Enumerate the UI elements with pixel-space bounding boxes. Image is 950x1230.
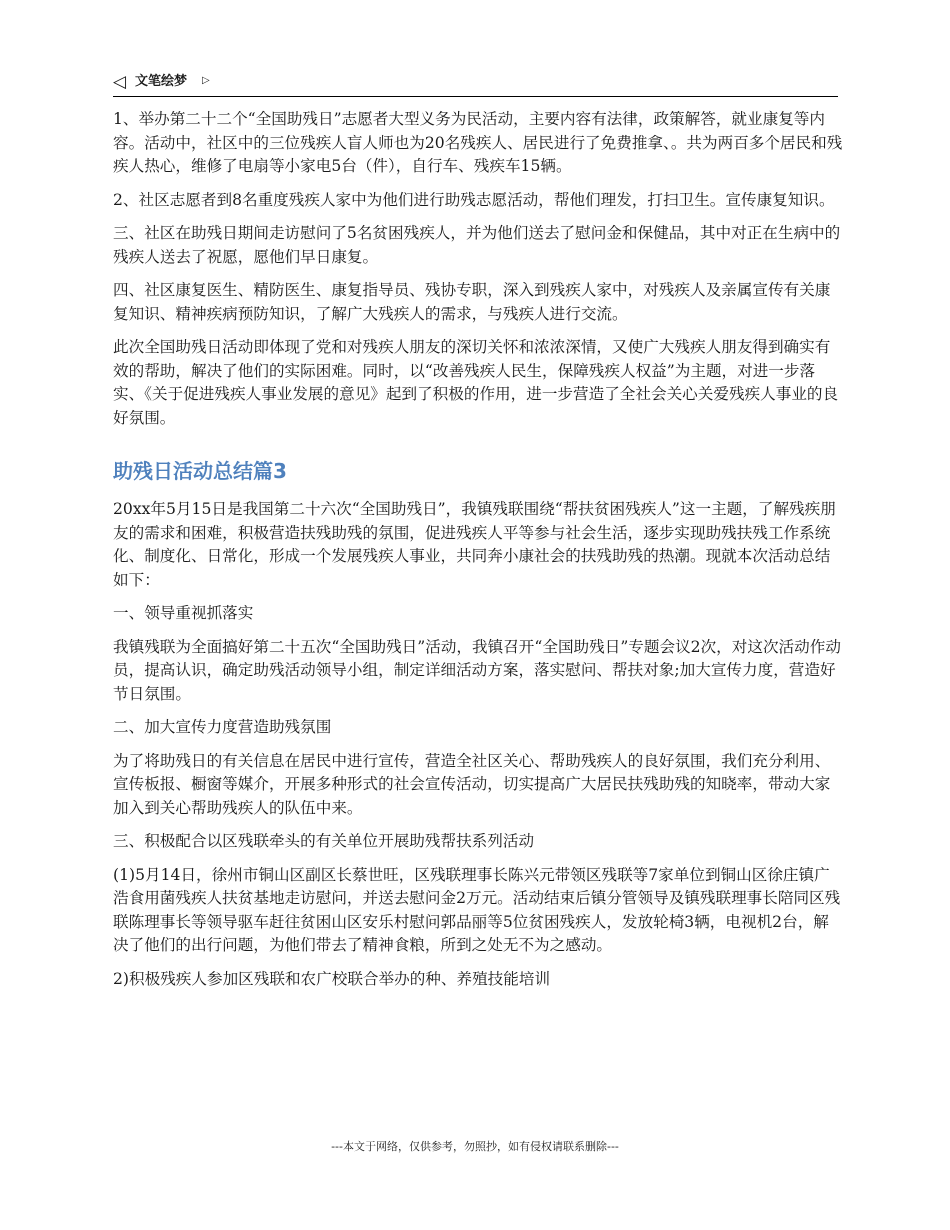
paragraph: 此次全国助残日活动即体现了党和对残疾人朋友的深切关怀和浓浓深情，又使广大残疾人朋友得到确实有效的帮助，解决了他们的实际困难。同时，以“改善残疾人民生，保障残疾人权益”为主题，对进一步落实、《关于促进残疾人事业发展的意见》起到了积极的作用，进一步营造了全社会关心关爱残疾人事业的良好氛围。 — [113, 338, 839, 427]
subheading: 一、领导重视抓落实 — [113, 604, 254, 622]
paragraph: 1、举办第二十二个“全国助残日”志愿者大型义务为民活动，主要内容有法律，政策解答，就业康复等内容。活动中，社区中的三位残疾人盲人师也为20名残疾人、居民进行了免费推拿、。共为两百多个居民和残疾人热心，维修了电扇等小家电5台（件），自行车、残疾车15辆。 — [113, 110, 843, 175]
paragraph: (1)5月14日，徐州市铜山区副区长蔡世旺，区残联理事长陈兴元带领区残联等7家单位到铜山区徐庄镇广浩食用菌残疾人扶贫基地走访慰问，并送去慰问金2万元。活动结束后镇分管领导及镇残联理事长陪同区残联陈理事长等领导驱车赶往贫困山区安乐村慰问郭品丽等5位贫困残疾人，发放轮椅3辆，电视机2台，解决了他们的出行问题，为他们带去了精神食粮，所到之处无不为之感动。 — [113, 865, 841, 954]
section-heading: 助残日活动总结篇3 — [113, 459, 287, 483]
paragraph: 20xx年5月15日是我国第二十六次“全国助残日”，我镇残联围绕“帮扶贫困残疾人”这一主题，了解残疾朋友的需求和困难，积极营造扶残助残的氛围，促进残疾人平等参与社会生活，逐步实现助残扶残工作系统化、制度化、日常化，形成一个发展残疾人事业，共同奔小康社会的扶残助残的热潮。现就本次活动总结如下： — [113, 500, 836, 589]
footer-disclaimer: ---本文于网络，仅供参考，勿照抄，如有侵权请联系删除--- — [331, 1140, 619, 1153]
paragraph: 2)积极残疾人参加区残联和农广校联合举办的种、养殖技能培训 — [113, 969, 551, 988]
prev-arrow-icon[interactable]: ◁ — [113, 72, 127, 92]
paragraph: 2、社区志愿者到8名重度残疾人家中为他们进行助残志愿活动，帮他们理发，打扫卫生。宣传康复知识。 — [113, 190, 835, 209]
subheading: 三、积极配合以区残联牵头的有关单位开展助残帮扶系列活动 — [113, 832, 535, 850]
page-header — [113, 70, 838, 97]
next-arrow-icon[interactable]: ▷ — [202, 75, 210, 86]
paragraph: 为了将助残日的有关信息在居民中进行宣传，营造全社区关心、帮助残疾人的良好氛围，我们充分利用、宣传板报、橱窗等媒介，开展多种形式的社会宣传活动，切实提高广大居民扶残助残的知晓率，带动大家加入到关心帮助残疾人的队伍中来。 — [113, 751, 831, 817]
subheading: 二、加大宣传力度营造助残氛围 — [113, 718, 332, 736]
brand-name: 文笔绘梦 — [135, 74, 188, 89]
paragraph: 四、社区康复医生、精防医生、康复指导员、残协专职，深入到残疾人家中，对残疾人及亲属宣传有关康复知识、精神疾病预防知识，了解广大残疾人的需求，与残疾人进行交流。 — [113, 281, 831, 323]
document-body — [113, 108, 843, 1001]
paragraph: 三、社区在助残日期间走访慰问了5名贫困残疾人，并为他们送去了慰问金和保健品，其中对正在生病中的残疾人送去了祝愿，愿他们早日康复。 — [113, 224, 841, 266]
paragraph: 我镇残联为全面搞好第二十五次“全国助残日”活动，我镇召开“全国助残日”专题会议2次，对这次活动作动员，提高认识，确定助残活动领导小组，制定详细活动方案，落实慰问、帮扶对象;加大宣传力度，营造好节日氛围。 — [113, 637, 841, 703]
